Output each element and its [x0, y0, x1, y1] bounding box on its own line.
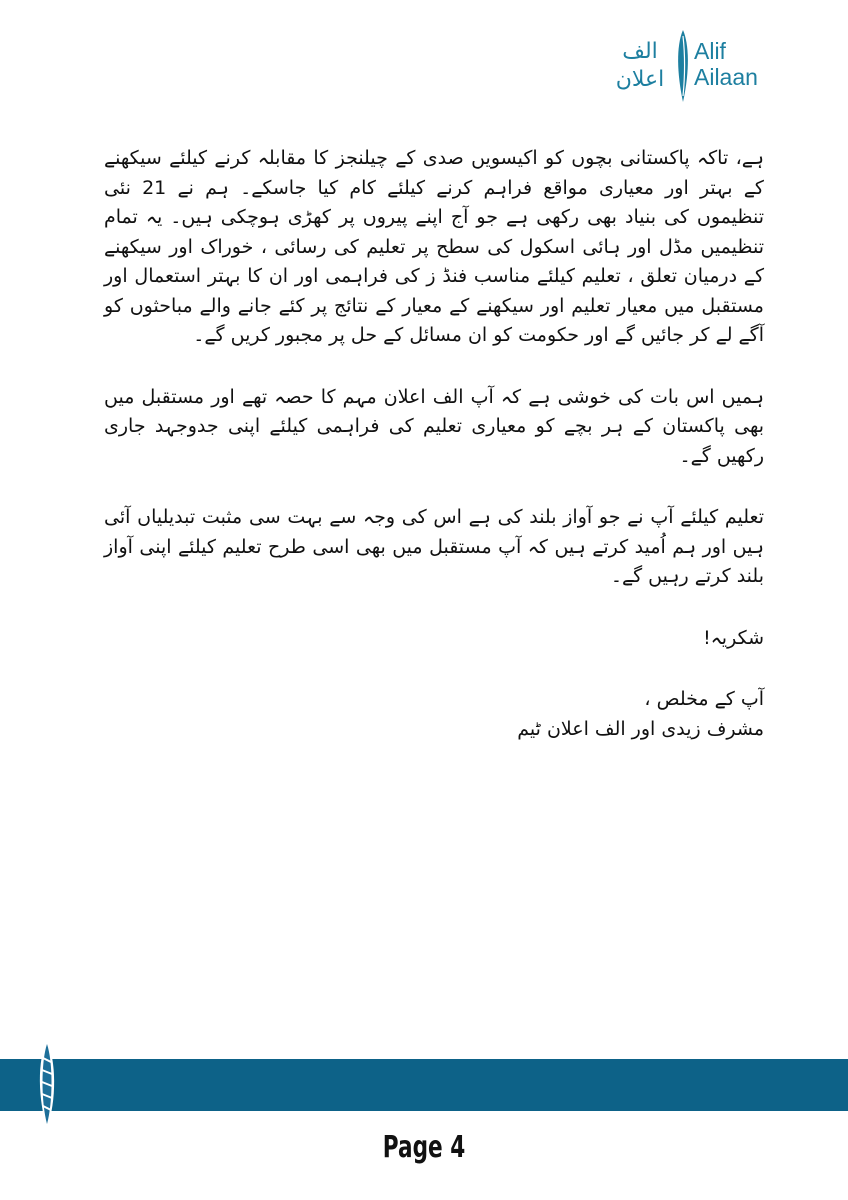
quill-logo-icon — [674, 30, 692, 102]
closing-line: آپ کے مخلص ، — [644, 688, 764, 710]
logo-urdu-text — [610, 38, 670, 94]
paragraph-2: ہمیں اس بات کی خوشی ہے کہ آپ الف اعلان مہم کا حصہ تھے اور مستقبل میں بھی پاکستان کے ہر بچے کو معیاری تعلیم کی فراہمی کیلئے اپنی جدوجہد جاری رکھیں گے۔ — [104, 385, 764, 467]
footer-band — [0, 1059, 848, 1111]
logo-urdu-line2: اعلان — [615, 67, 665, 92]
decorative-pen-icon — [36, 1040, 58, 1128]
paragraph-1: ہے، تاکہ پاکستانی بچوں کو اکیسویں صدی کے چیلنجز کا مقابلہ کرنے کیلئے سیکھنے کے بہتر اور معیاری مواقع فراہم کرنے کیلئے کام کیا جاسکے۔ ہم نے 21 نئی تنظیموں کی بنیاد بھی رکھی ہے جو آج اپنے پیروں پر کھڑی ہوچکی ہیں۔ یہ تمام تنظیمیں مڈل اور ہائی اسکول کی سطح پر تعلیم کی رسائی ، خوراک اور سیکھنے کے درمیان تعلق ، تعلیم کیلئے مناسب فنڈ ز کی فراہمی اور ان کا بہتر استعمال اور مستقبل میں معیار تعلیم اور سیکھنے کے معیار کے نتائج پر کئے جانے والے مباحثوں کو آگے لے کر جائیں گے اور حکومت کو ان مسائل کے حل پر مجبور کریں گے۔ — [104, 147, 764, 346]
alif-ailaan-logo — [610, 28, 760, 104]
letter-body — [104, 144, 764, 744]
paragraph-3: تعلیم کیلئے آپ نے جو آواز بلند کی ہے اس کی وجہ سے بہت سی مثبت تبدیلیاں آئی ہیں اور ہم اُمید کرتے ہیں کہ آپ مستقبل میں بھی اسی طرح تعلیم کیلئے اپنی آواز بلند کرتے رہیں گے۔ — [104, 506, 764, 587]
thanks-line: شکریہ! — [703, 626, 764, 649]
logo-en-line2: Ailaan — [694, 64, 758, 90]
logo-en-line1: Alif — [694, 38, 726, 64]
page-number: Page 4 — [382, 1130, 466, 1165]
signature-line: مشرف زیدی اور الف اعلان ٹیم — [517, 717, 764, 740]
logo-urdu-line1: الف — [622, 39, 658, 64]
logo-english-text — [694, 38, 758, 90]
